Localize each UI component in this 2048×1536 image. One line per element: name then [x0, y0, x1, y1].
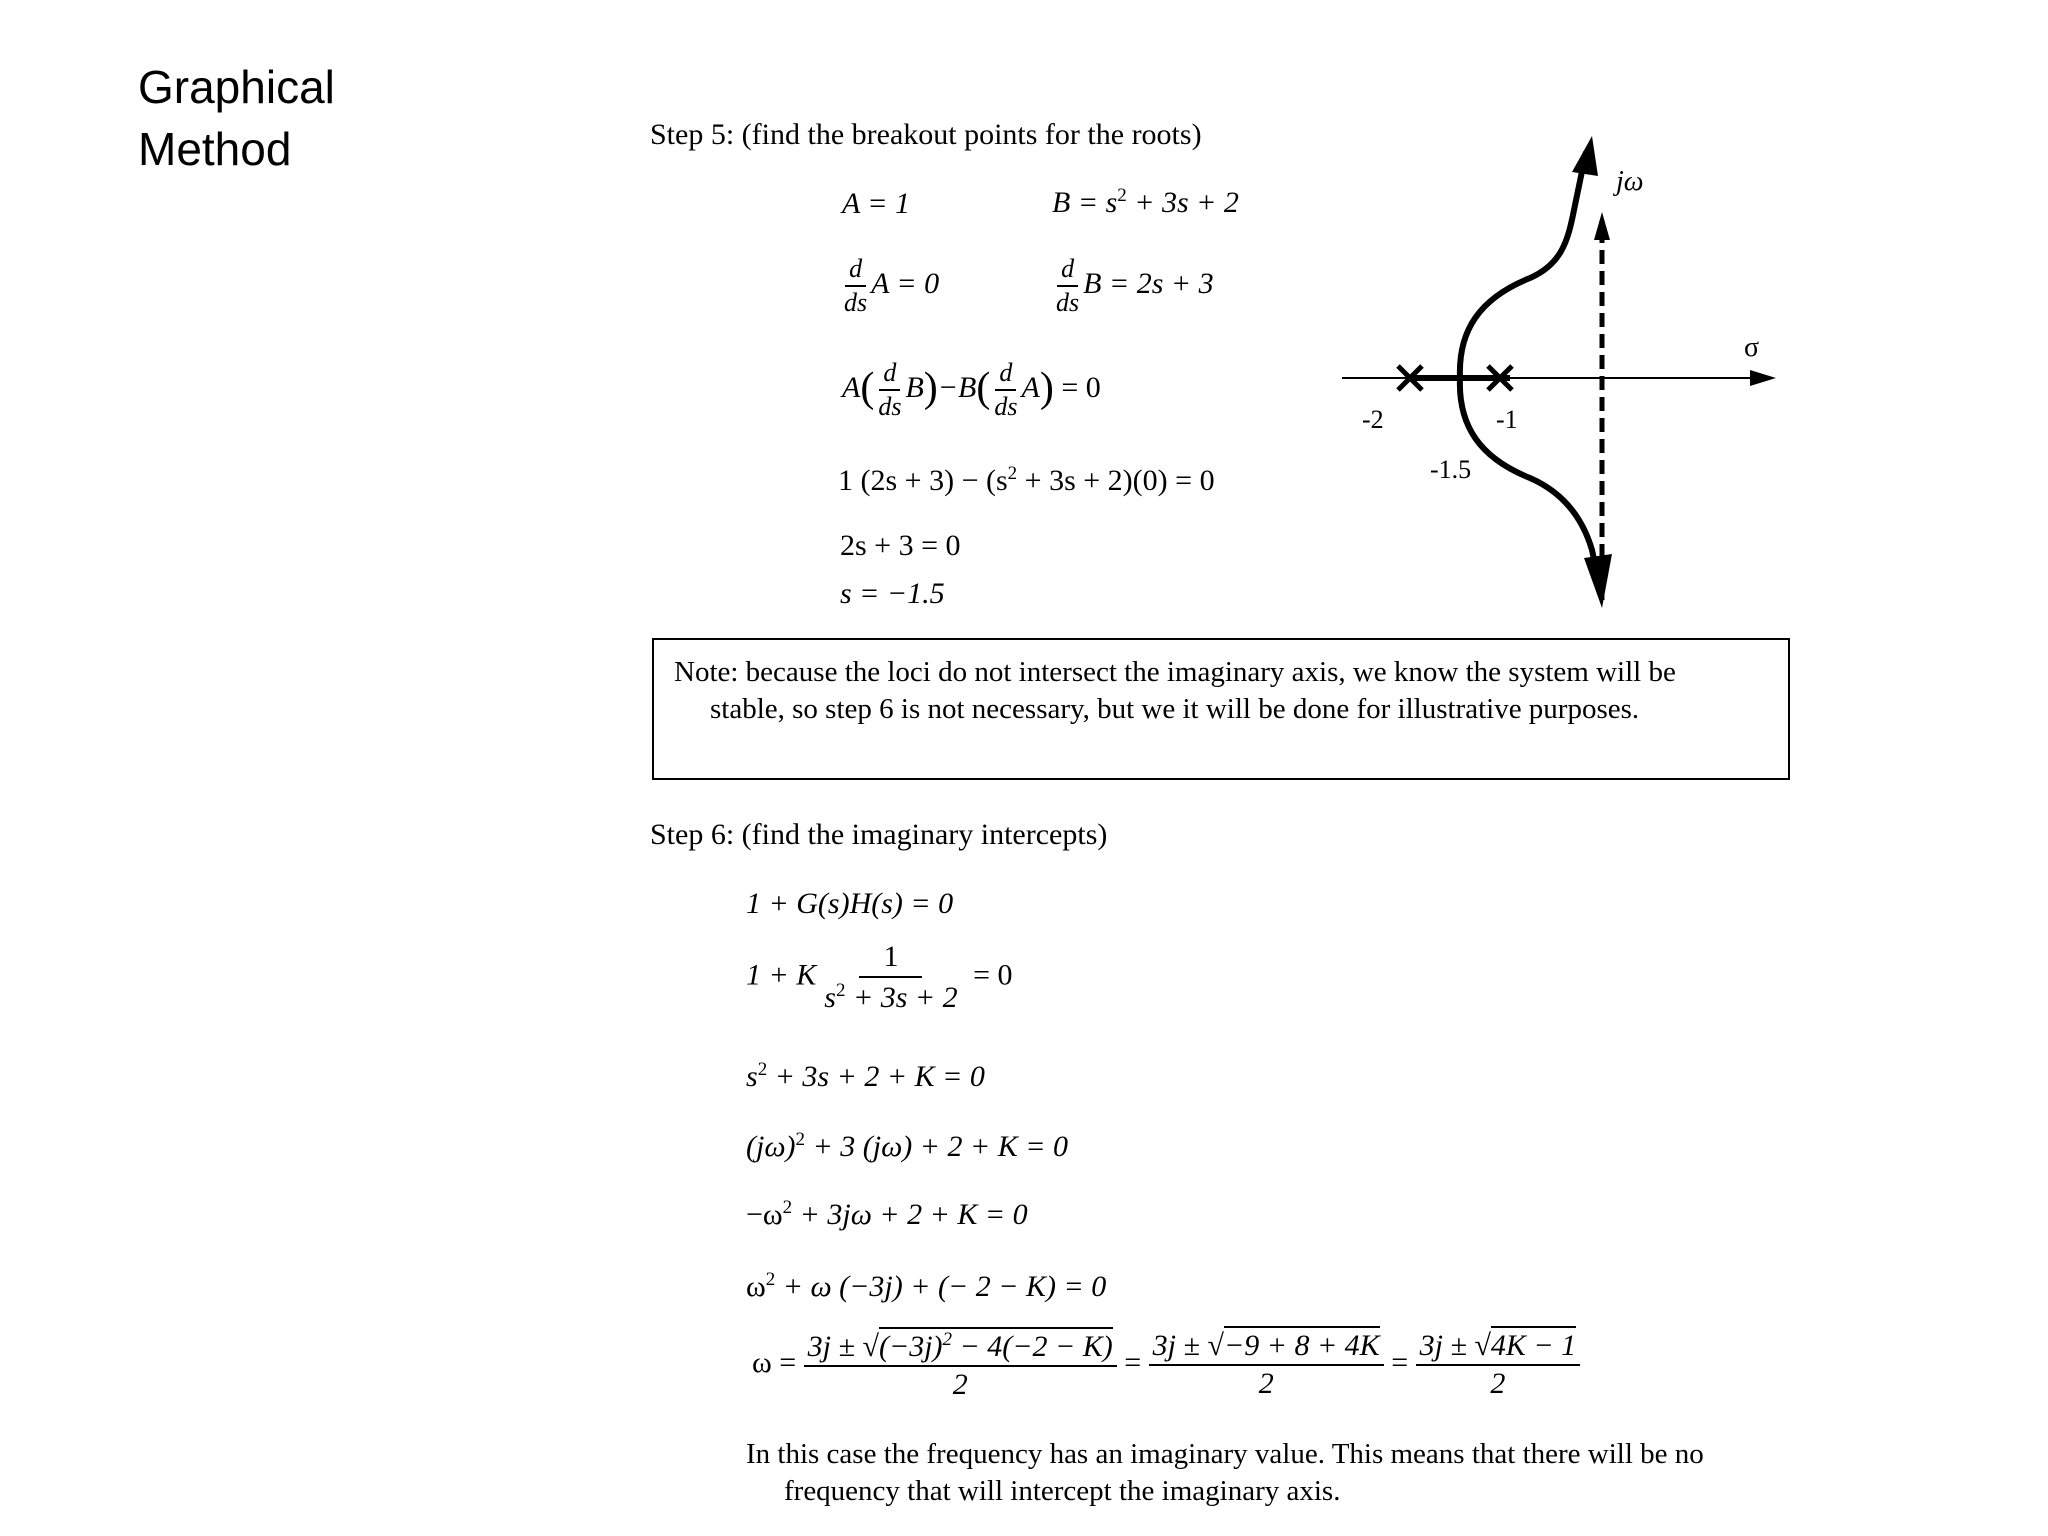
lower-locus-branch	[1460, 378, 1598, 578]
eq-linear: 2s + 3 = 0	[840, 529, 961, 562]
eq-characteristic: 1 + G(s)H(s) = 0	[746, 887, 954, 920]
eq-db: $\frac{d}{ds}$ B = 2s + 3	[1052, 256, 1214, 316]
eq-jw-substitution: $(j\omega)^2 + 3$ (jω) + 2 + K = 0	[746, 1129, 1068, 1163]
eq-solution: s = −1.5	[840, 577, 945, 610]
jw-label: jω	[1616, 166, 1644, 197]
quadratic-term-3: $\frac{3j \pm √4K - 1}{2}$	[1416, 1331, 1581, 1399]
eq-omega-expanded: $-\omega^2 + 3j\omega + 2 + K = 0$	[746, 1197, 1028, 1231]
root-locus-plot	[1330, 130, 1790, 620]
eq-b-def: $B = s^2 + 3s + 2$	[1052, 185, 1239, 219]
step5-heading: Step 5: (find the breakout points for the roots)	[650, 118, 1202, 151]
conclusion-line2: frequency that will intercept the imaginary axis.	[784, 1475, 1341, 1507]
eq-da: $\frac{d}{ds}$ A = 0	[840, 256, 939, 316]
breakaway-label: -1.5	[1430, 455, 1472, 484]
note-line1: Note: because the loci do not intersect the imaginary axis, we know the system will be	[674, 656, 1676, 688]
real-axis-arrow	[1750, 370, 1776, 386]
note-box	[652, 638, 1790, 780]
step6-heading: Step 6: (find the imaginary intercepts)	[650, 818, 1108, 851]
d-ds-fraction: $\frac{d}{ds}$	[844, 254, 868, 317]
sigma-label: σ	[1744, 332, 1760, 363]
note-line2: stable, so step 6 is not necessary, but we it will be done for illustrative purposes.	[710, 693, 1640, 725]
eq-substitution: 1 $(2s + 3) - (s^2 + 3s + 2)(0) = 0$	[838, 463, 1215, 497]
upper-locus-branch	[1460, 152, 1586, 378]
conclusion-line1: In this case the frequency has an imaginary value. This means that there will be no	[746, 1438, 1704, 1470]
d-ds-fraction: $\frac{d}{ds}$	[1056, 254, 1080, 317]
eq-omega-quadratic: $\omega^2 + \omega$ (−3j) + (− 2 − K) = 0	[746, 1269, 1107, 1303]
slide-title	[138, 56, 335, 180]
lower-branch-arrow	[1584, 554, 1612, 608]
eq-transfer: 1 + K $\frac{1}{s^2 + 3s + 2}$ = 0	[746, 940, 1013, 1014]
eq-polynomial: $s^2 + 3s + 2 + K = 0$	[746, 1059, 985, 1093]
quadratic-term-1: $\frac{3j \pm √(-3j)^2 - 4(-2 - K)}{2}$	[804, 1330, 1117, 1400]
pole-right-label: -1	[1496, 405, 1518, 434]
conclusion-paragraph	[746, 1436, 1704, 1510]
imaginary-axis-arrow	[1594, 212, 1610, 240]
quadratic-term-2: $\frac{3j \pm √-9 + 8 + 4K}{2}$	[1149, 1331, 1384, 1399]
upper-branch-arrow	[1572, 136, 1598, 176]
eq-derivative-condition: A( $\frac{d}{ds}$ B)−B( $\frac{d}{ds}$ A) = 0	[842, 358, 1101, 421]
pole-left-label: -2	[1362, 405, 1384, 434]
slide-title-line2: Method	[138, 123, 292, 175]
eq-a-def: A = 1	[842, 187, 911, 220]
eq-quadratic-formula: ω = $\frac{3j \pm √(-3j)^2 - 4(-2 - K)}{2}$ = $\frac{3j \pm √-9 + 8 + 4K}{2}$ = $\frac{3j \pm √4K - 1}{2}$	[752, 1330, 1580, 1400]
slide-title-line1: Graphical	[138, 61, 335, 113]
